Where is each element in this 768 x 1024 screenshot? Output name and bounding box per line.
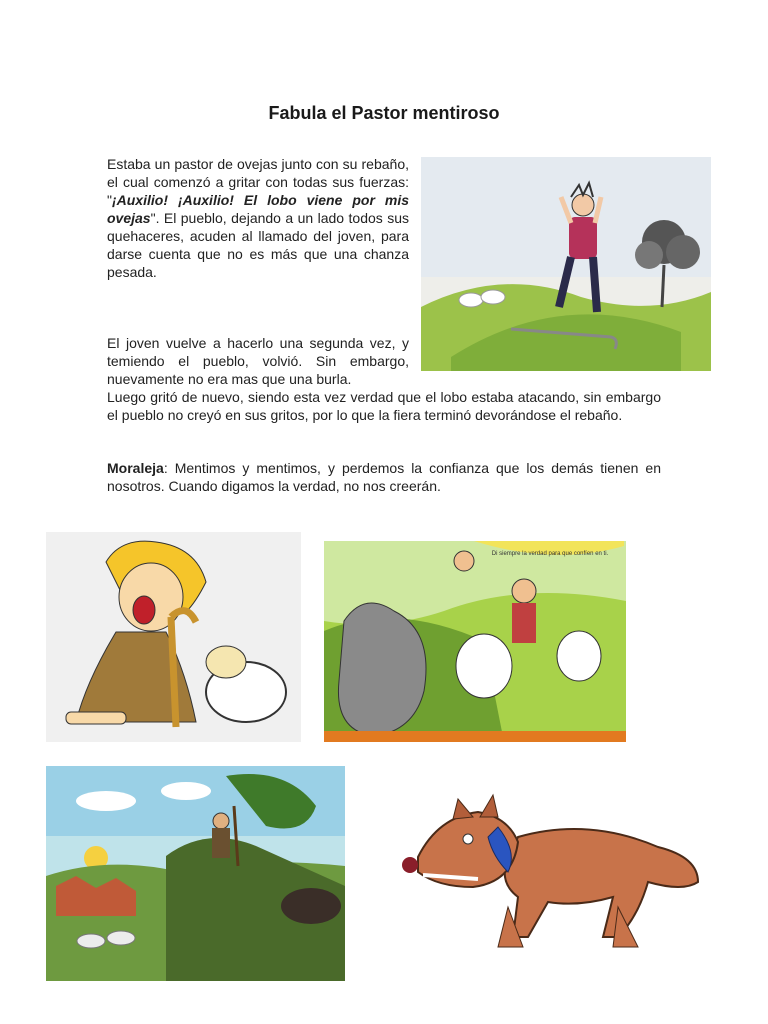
illustration-wolf-attack [324,541,626,742]
illustration-village-landscape [46,766,345,981]
paragraph-1-cry: ¡Auxilio! ¡Auxilio! El lobo viene por mis ovejas [107,192,409,226]
illustration-cartoon-wolf [398,787,701,958]
sign-text: Di siempre la verdad para que confíen en ti. [491,551,609,557]
paragraph-1-intro: Estaba un pastor de ovejas junto con su rebaño, el cual comenzó a gritar con todas sus fuerzas: " [107,156,409,208]
moral-text: : Mentimos y mentimos, y perdemos la confianza que los demás tienen en nosotros. Cuando digamos la verdad, no nos creerán. [107,460,661,494]
paragraph-1 [107,155,409,281]
paragraph-3: Luego gritó de nuevo, siendo esta vez verdad que el lobo estaba atacando, sin embargo el pueblo no creyó en sus gritos, por lo que la fiera terminó devorándose el rebaño. [107,389,661,423]
illustration-crying-shepherd [46,532,301,742]
moral-paragraph [107,459,661,495]
document-title: Fabula el Pastor mentiroso [268,103,500,123]
moral-label: Moraleja [107,460,164,476]
illustration-shepherd-shouting [421,157,711,371]
paragraph-1-rest: ". El pueblo, dejando a un lado todos sus quehaceres, acuden al llamado del joven, para darse cuenta que no es más que una chanza pesada. [107,210,409,280]
paragraph-2: El joven vuelve a hacerlo una segunda vez, y temiendo el pueblo, volvió. Sin embargo, nuevamente no era mas que una burla. [107,335,409,387]
